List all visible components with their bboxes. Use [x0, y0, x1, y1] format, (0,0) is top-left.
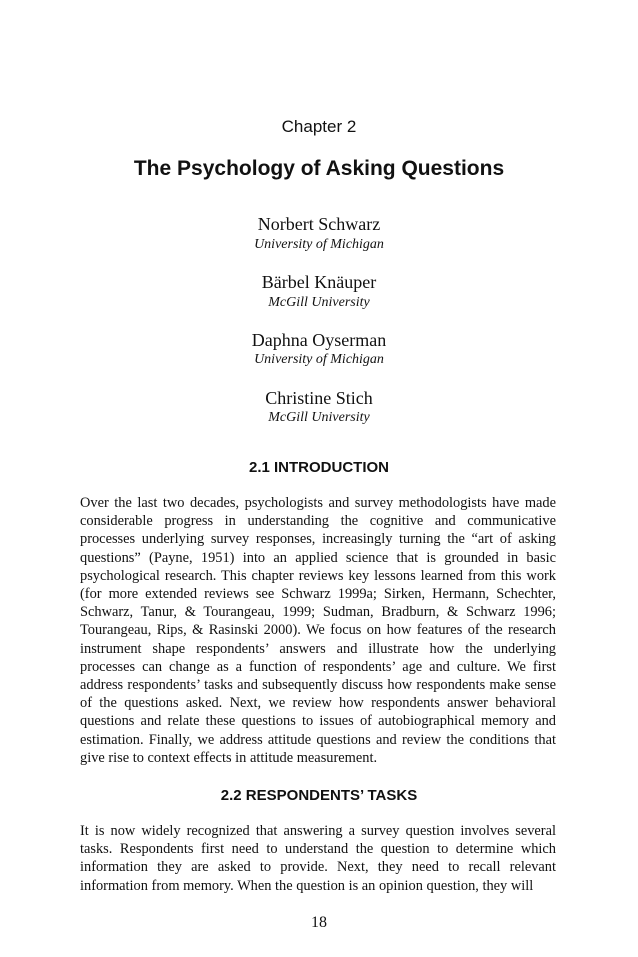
author-affiliation-1: University of Michigan	[254, 237, 384, 252]
chapter-label: Chapter 2	[281, 117, 357, 136]
author-affiliation-2: McGill University	[268, 295, 370, 310]
author-name-3: Daphna Oyserman	[251, 330, 387, 350]
chapter-title: The Psychology of Asking Questions	[133, 157, 505, 180]
section-heading-introduction: 2.1 INTRODUCTION	[248, 459, 389, 476]
section-paragraph-respondents-tasks: It is now widely recognized that answering a survey question involves several tasks. Respondents first need to understand the question to determine which information they are asked to provide. Next, they need to recall relevant information from memory. When the question is an opinion question, they will	[80, 823, 556, 894]
author-name-4: Christine Stich	[265, 388, 373, 408]
author-name-2: Bärbel Knäuper	[261, 272, 377, 292]
section-paragraph-introduction: Over the last two decades, psychologists and survey methodologists have made considerable progress in understanding the cognitive and communicative processes underlying survey responses, increasingly turning the “art of asking questions” (Payne, 1951) into an applied science that is grounded in basic psychological research. This chapter reviews key lessons learned from this work (for more extended reviews see Schwarz 1999a; Sirken, Hermann, Schechter, Schwarz, Tanur, & Tourangeau, 1999; Sudman, Bradburn, & Schwarz 1996; Tourangeau, Rips, & Rasinski 2000). We focus on how features of the research instrument shape respondents’ answers and illustrate how the underlying processes can change as a function of respondents’ age and culture. We first address respondents’ tasks and subsequently discuss how respondents make sense of the questions asked. Next, we review how respondents answer behavioral questions and relate these questions to issues of autobiographical memory and estimation. Finally, we address attitude questions and review the conditions that give rise to context effects in attitude measurement.	[80, 495, 556, 766]
author-name-1: Norbert Schwarz	[257, 214, 381, 234]
section-heading-respondents-tasks: 2.2 RESPONDENTS’ TASKS	[220, 787, 418, 804]
page-number: 18	[311, 914, 327, 931]
author-affiliation-3: University of Michigan	[254, 352, 384, 367]
author-affiliation-4: McGill University	[268, 410, 370, 425]
